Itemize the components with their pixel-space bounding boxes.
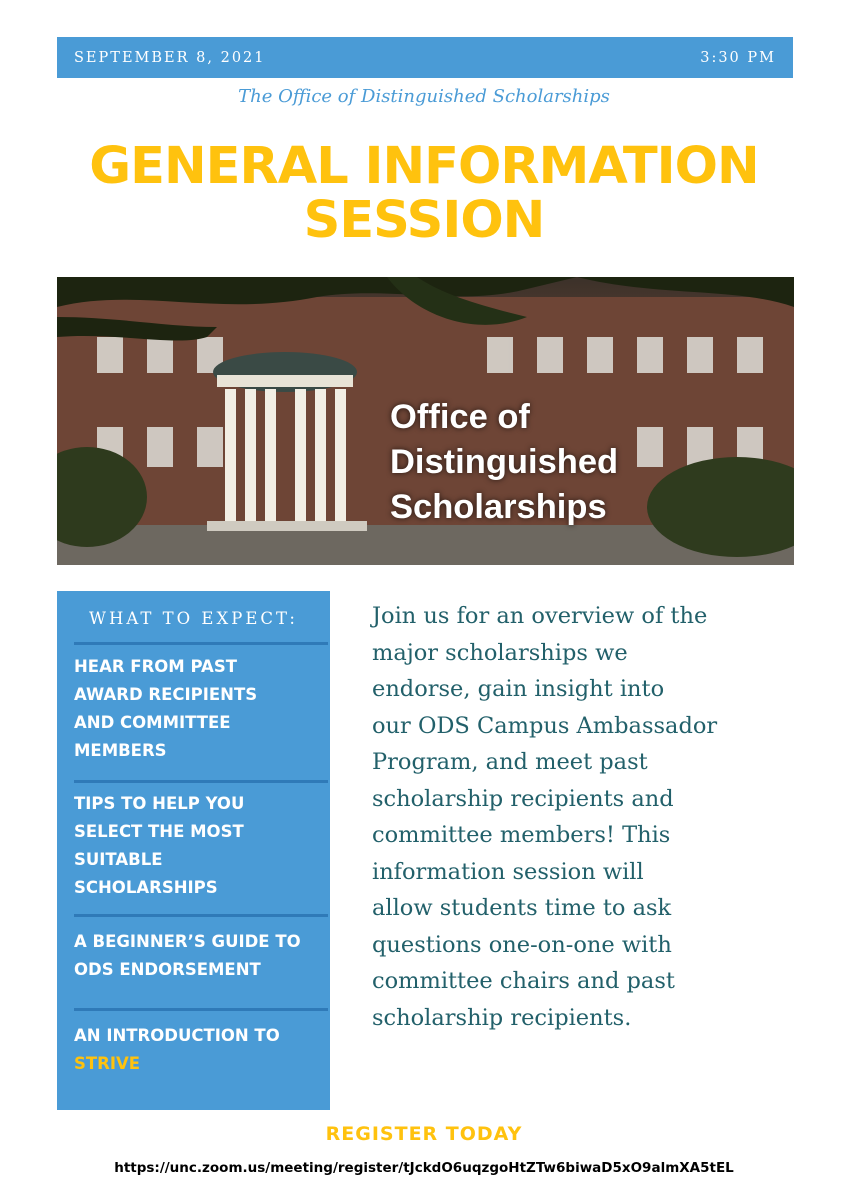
caption-line-1: Office of: [390, 398, 530, 436]
description-line: information session will: [372, 858, 644, 885]
description-line: endorse, gain insight into: [372, 676, 665, 702]
description-line: Program, and meet past: [372, 749, 648, 775]
expect-item-line: SELECT THE MOST: [74, 822, 244, 841]
what-to-expect-panel: [57, 591, 330, 1110]
description-line: scholarship recipients.: [372, 1004, 632, 1031]
title-line-2: SESSION: [303, 191, 545, 250]
expect-item-line: HEAR FROM PAST: [74, 657, 237, 676]
expect-item-line: AND COMMITTEE: [74, 713, 231, 732]
expect-item-endorsement-guide: [74, 928, 324, 984]
date-bar: [57, 37, 793, 78]
expect-item-line: SCHOLARSHIPS: [74, 878, 218, 897]
divider: [74, 642, 328, 645]
event-description: [372, 598, 792, 1036]
page-title: [0, 137, 848, 250]
divider: [74, 1008, 328, 1011]
strive-highlight: STRIVE: [74, 1054, 141, 1073]
expect-item-tips: [74, 790, 324, 902]
expect-item-line: A BEGINNER’S GUIDE TO: [74, 932, 301, 951]
description-line: committee members! This: [372, 822, 671, 848]
expect-item-line: AN INTRODUCTION TO: [74, 1026, 280, 1045]
expect-item-line: AWARD RECIPIENTS: [74, 685, 258, 704]
description-line: Join us for an overview of the: [372, 603, 708, 629]
caption-line-2: Distinguished: [390, 443, 619, 481]
expect-item-line: SUITABLE: [74, 850, 163, 869]
event-date: SEPTEMBER 8, 2021: [74, 49, 266, 66]
expect-item-line: MEMBERS: [74, 741, 167, 760]
campus-photo: [57, 277, 794, 565]
organization-name: The Office of Distinguished Scholarships: [238, 86, 610, 107]
description-line: our ODS Campus Ambassador: [372, 712, 718, 739]
description-line: major scholarships we: [372, 639, 628, 666]
description-line: scholarship recipients and: [372, 785, 674, 812]
photo-caption: [390, 395, 618, 530]
divider: [74, 780, 328, 783]
expect-item-past-recipients: [74, 653, 324, 765]
caption-line-3: Scholarships: [390, 488, 607, 526]
title-line-1: GENERAL INFORMATION: [89, 137, 759, 196]
registration-link[interactable]: https://unc.zoom.us/meeting/register/tJckdO6uqzgoHtZTw6biwaD5xO9almXA5tEL: [114, 1160, 734, 1176]
expect-item-line: ODS ENDORSEMENT: [74, 960, 261, 979]
expect-item-line: TIPS TO HELP YOU: [74, 794, 245, 813]
description-line: committee chairs and past: [372, 968, 675, 994]
description-line: allow students time to ask: [372, 895, 672, 921]
register-today-heading: REGISTER TODAY: [325, 1123, 523, 1145]
expect-item-strive: [74, 1022, 324, 1078]
divider: [74, 914, 328, 917]
event-time: 3:30 PM: [700, 49, 776, 66]
what-to-expect-heading: WHAT TO EXPECT:: [89, 609, 298, 628]
description-line: questions one-on-one with: [372, 931, 672, 958]
